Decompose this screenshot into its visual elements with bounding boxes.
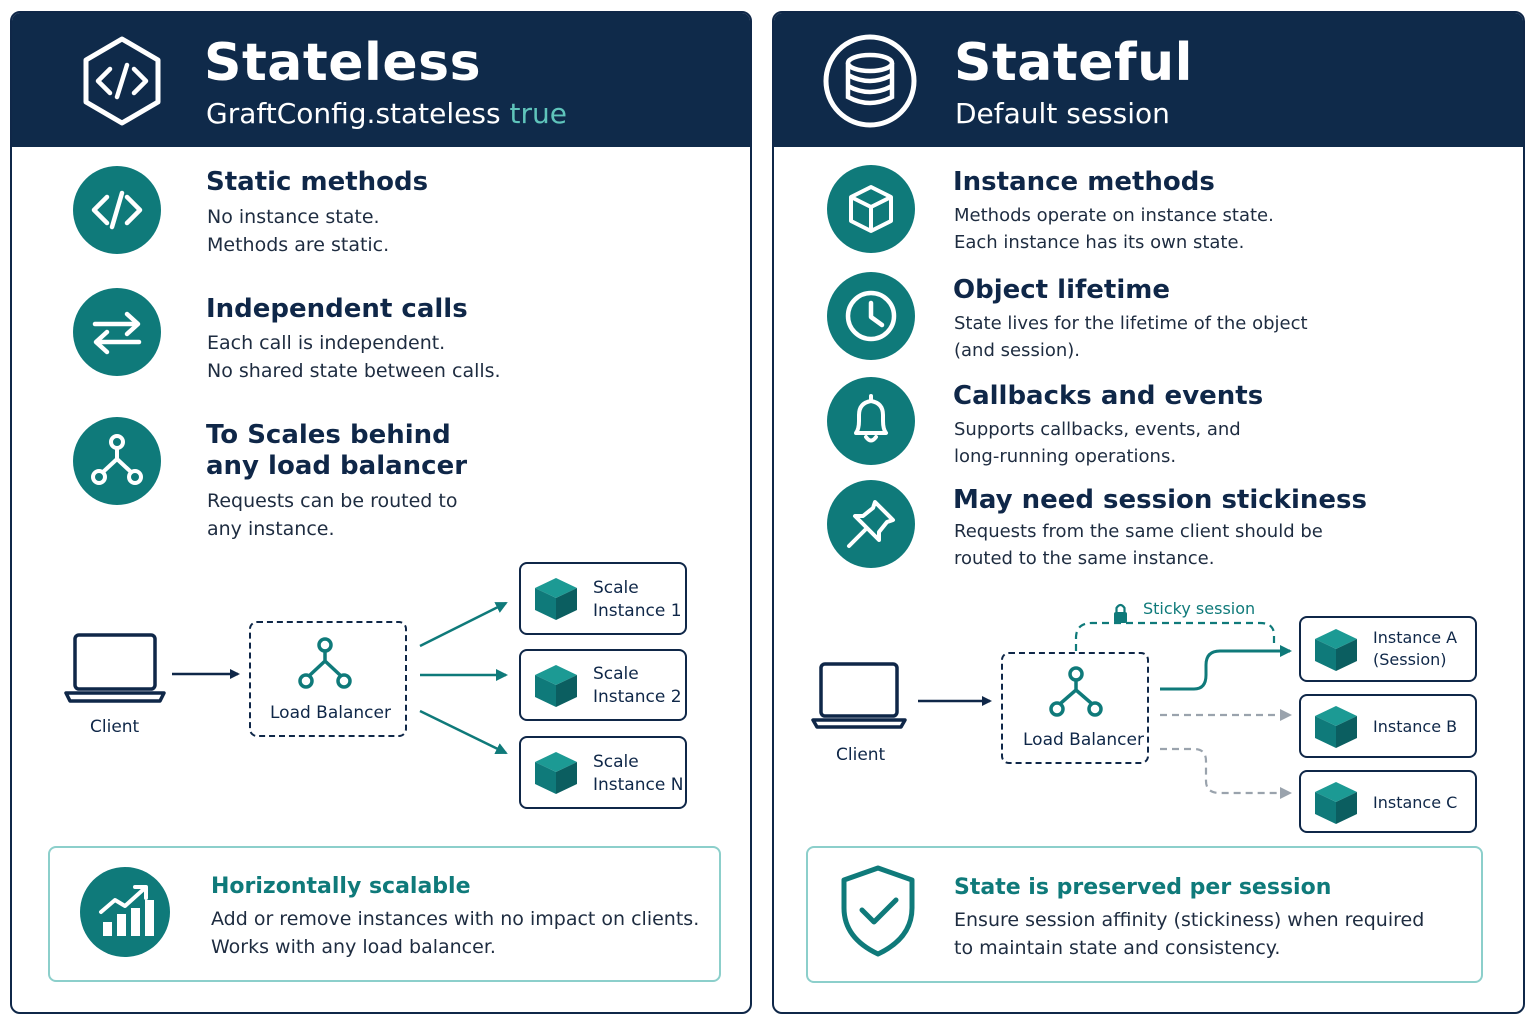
instance-label-line: Scale bbox=[593, 752, 639, 772]
feature-title bbox=[206, 420, 467, 482]
instance-label bbox=[593, 751, 683, 797]
bell-icon bbox=[827, 377, 915, 465]
stateless-subtitle bbox=[206, 97, 567, 130]
instance-label: Instance C bbox=[1373, 793, 1458, 812]
lock-icon bbox=[1114, 605, 1127, 623]
stateful-title: Stateful bbox=[954, 33, 1193, 93]
scale-instance-n bbox=[519, 736, 687, 809]
shield-check-icon bbox=[838, 864, 918, 958]
stateless-diagram bbox=[12, 543, 752, 833]
instance-label-line: Instance 1 bbox=[593, 601, 682, 621]
feature-title: Static methods bbox=[206, 167, 429, 197]
feature-desc-line: long-running operations. bbox=[954, 446, 1177, 467]
feature-desc-line: Methods are static. bbox=[207, 234, 390, 256]
laptop-icon bbox=[66, 635, 164, 701]
feature-desc-line: any instance. bbox=[207, 518, 335, 540]
session-route bbox=[1160, 651, 1290, 689]
summary-desc-line: to maintain state and consistency. bbox=[954, 937, 1281, 959]
feature-desc-line: routed to the same instance. bbox=[954, 548, 1215, 569]
scale-instance-1 bbox=[519, 562, 687, 635]
instance-a bbox=[1299, 616, 1477, 682]
stateless-summary bbox=[48, 846, 721, 982]
feature-desc-line: Requests can be routed to bbox=[207, 490, 458, 512]
load-balancer-label: Load Balancer bbox=[270, 703, 391, 723]
stateful-panel bbox=[772, 11, 1525, 1014]
clock-icon bbox=[827, 272, 915, 360]
stateless-panel bbox=[10, 11, 752, 1014]
summary-desc bbox=[211, 905, 699, 961]
feature-title: Object lifetime bbox=[953, 275, 1170, 305]
swap-arrows-icon bbox=[73, 288, 161, 376]
feature-title: Independent calls bbox=[206, 294, 468, 324]
summary-title: Horizontally scalable bbox=[211, 874, 471, 899]
route-arrow bbox=[420, 603, 506, 646]
sticky-session-path bbox=[1076, 623, 1274, 651]
instance-label bbox=[593, 663, 682, 709]
cube-icon bbox=[533, 663, 579, 709]
route-arrow bbox=[420, 711, 506, 753]
feature-title: May need session stickiness bbox=[953, 485, 1367, 515]
feature-desc-line: Each instance has its own state. bbox=[954, 232, 1245, 253]
feature-desc-line: State lives for the lifetime of the object bbox=[954, 313, 1308, 334]
stateful-summary bbox=[806, 846, 1483, 983]
feature-desc bbox=[954, 518, 1323, 572]
feature-desc-line: (and session). bbox=[954, 340, 1080, 361]
stateless-title: Stateless bbox=[204, 33, 482, 93]
instance-label-line: (Session) bbox=[1373, 650, 1447, 669]
cube-icon bbox=[1313, 780, 1359, 826]
feature-desc-line: Requests from the same client should be bbox=[954, 521, 1323, 542]
client-label: Client bbox=[90, 717, 140, 737]
database-icon bbox=[822, 33, 918, 129]
stateful-subtitle: Default session bbox=[955, 97, 1170, 130]
stateful-diagram bbox=[774, 583, 1525, 843]
laptop-icon bbox=[813, 664, 905, 727]
summary-desc-line: Ensure session affinity (stickiness) when required bbox=[954, 909, 1425, 931]
stateless-header bbox=[12, 13, 750, 147]
subtitle-value: true bbox=[509, 97, 567, 130]
growth-chart-icon bbox=[79, 866, 171, 958]
pin-icon bbox=[827, 480, 915, 568]
instance-b bbox=[1299, 694, 1477, 758]
sticky-session-label: Sticky session bbox=[1143, 599, 1256, 618]
summary-desc bbox=[954, 906, 1424, 962]
feature-desc-line: No shared state between calls. bbox=[207, 360, 501, 382]
code-hexagon-icon bbox=[74, 33, 170, 129]
feature-desc bbox=[207, 487, 457, 543]
feature-title-line: any load balancer bbox=[206, 451, 468, 481]
instance-c bbox=[1299, 770, 1477, 833]
feature-desc bbox=[207, 329, 501, 385]
scale-instance-2 bbox=[519, 649, 687, 721]
cube-icon bbox=[533, 750, 579, 796]
feature-desc bbox=[207, 203, 389, 259]
summary-title: State is preserved per session bbox=[954, 875, 1332, 900]
stateful-header bbox=[774, 13, 1523, 147]
feature-desc-line: No instance state. bbox=[207, 206, 380, 228]
cube-icon bbox=[827, 165, 915, 253]
instance-label-line: Instance A bbox=[1373, 628, 1458, 647]
feature-desc bbox=[954, 416, 1241, 470]
instance-label-line: Instance 2 bbox=[593, 687, 682, 707]
feature-desc bbox=[954, 202, 1274, 256]
load-balancer-label: Load Balancer bbox=[1023, 730, 1144, 750]
feature-title: Callbacks and events bbox=[953, 381, 1264, 411]
cube-icon bbox=[1313, 704, 1359, 750]
instance-label-line: Instance N bbox=[593, 775, 684, 795]
feature-desc-line: Each call is independent. bbox=[207, 332, 446, 354]
instance-label: Instance B bbox=[1373, 717, 1458, 736]
summary-desc-line: Works with any load balancer. bbox=[211, 936, 496, 958]
code-icon bbox=[73, 166, 161, 254]
instance-label bbox=[593, 577, 682, 623]
branch-icon bbox=[73, 417, 161, 505]
subtitle-config: GraftConfig.stateless bbox=[206, 97, 501, 130]
summary-desc-line: Add or remove instances with no impact on clients. bbox=[211, 908, 700, 930]
feature-title-line: To Scales behind bbox=[206, 420, 451, 450]
feature-desc bbox=[954, 310, 1308, 364]
client-label: Client bbox=[836, 745, 886, 765]
cube-icon bbox=[533, 576, 579, 622]
route-arrow bbox=[1160, 749, 1290, 793]
instance-label bbox=[1373, 627, 1457, 671]
instance-label-line: Scale bbox=[593, 578, 639, 598]
feature-desc-line: Supports callbacks, events, and bbox=[954, 419, 1241, 440]
cube-icon bbox=[1313, 627, 1359, 673]
feature-title: Instance methods bbox=[953, 167, 1215, 197]
instance-label-line: Scale bbox=[593, 664, 639, 684]
feature-desc-line: Methods operate on instance state. bbox=[954, 205, 1274, 226]
